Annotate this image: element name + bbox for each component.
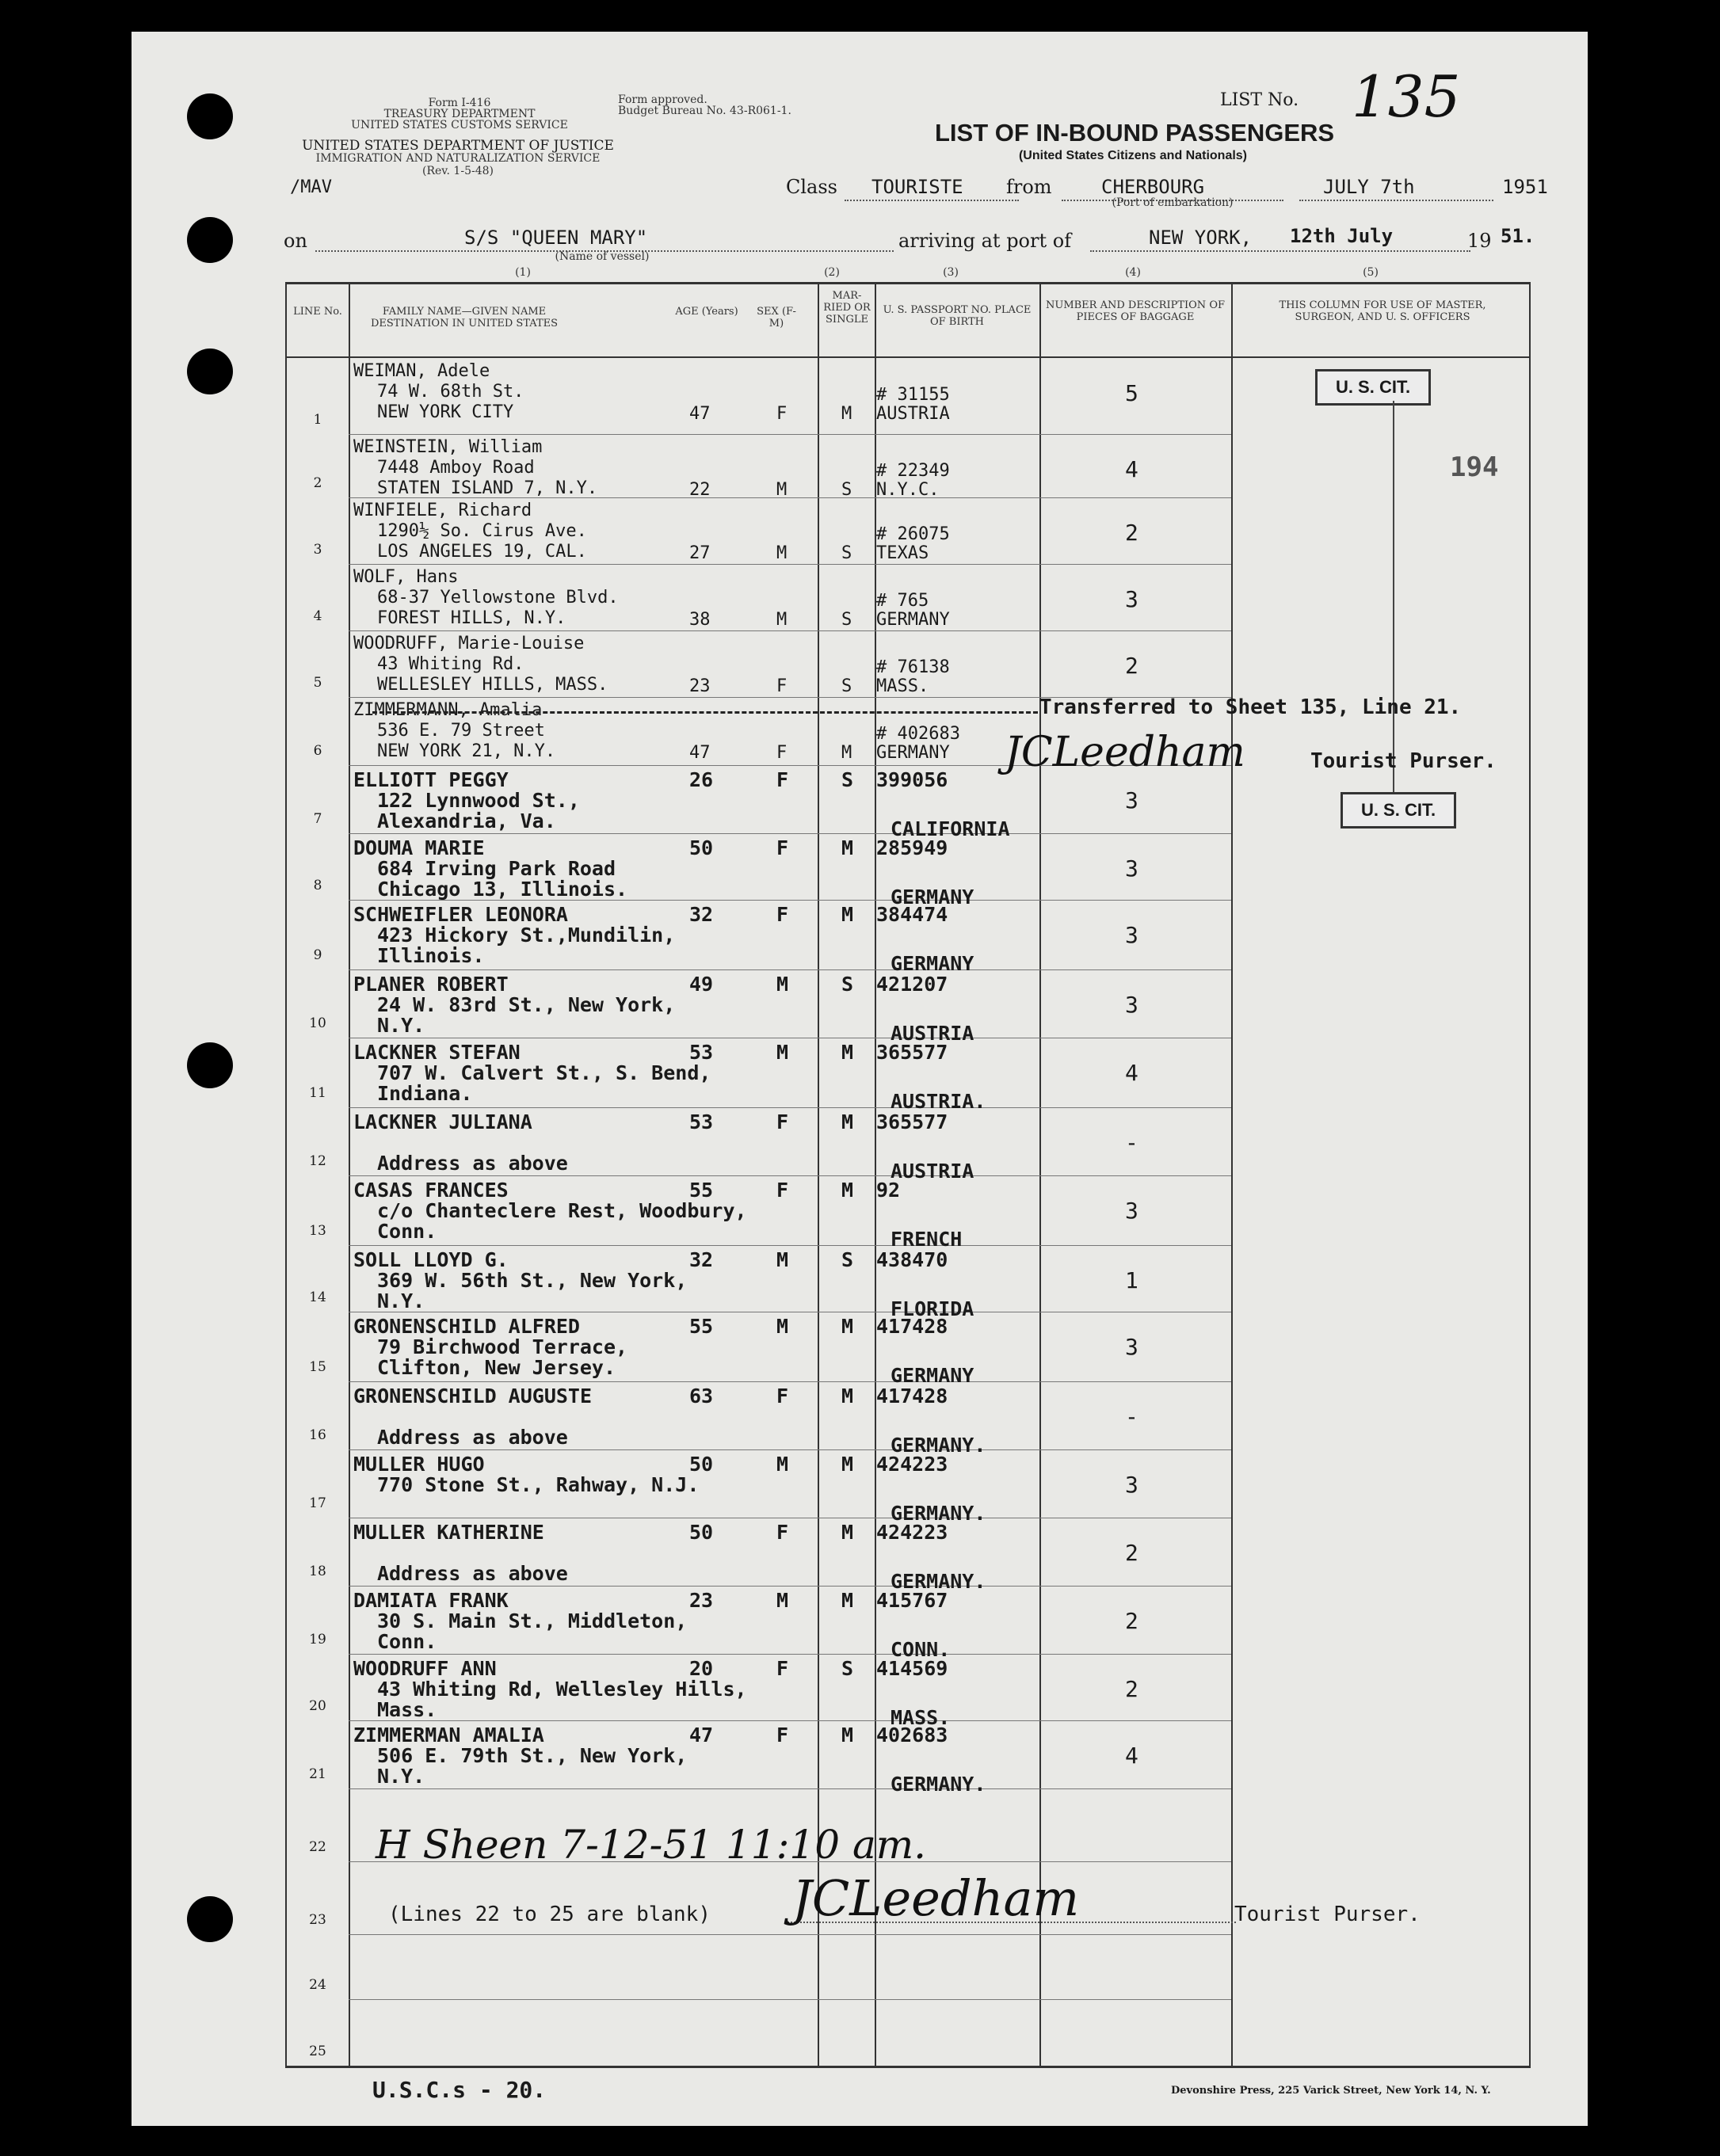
marital-status: S [841,973,854,996]
sex: F [776,1179,789,1202]
row-divider [349,1586,1231,1587]
from-label: from [1006,176,1052,198]
age: 55 [689,1315,714,1338]
row-divider [349,434,1231,435]
marital-status: M [841,1110,854,1133]
address-line-1: 30 S. Main St., Middleton, [377,1609,688,1632]
passenger-name: LACKNER JULIANA [353,1110,532,1133]
address-line-1: 536 E. 79 Street [377,721,545,741]
age: 63 [689,1385,714,1407]
baggage-count: 4 [1125,1060,1138,1086]
marital-status: M [841,1041,854,1064]
age: 38 [689,610,711,630]
age: 32 [689,1248,714,1271]
sex: F [776,1521,789,1544]
marital-status: M [841,836,854,859]
address-line-2: Indiana. [377,1082,473,1105]
address-line-1: 122 Lynnwood St., [377,789,580,812]
marital-status: M [841,1179,854,1202]
place-of-birth: MASS. [891,1706,951,1729]
vessel-note: (Name of vessel) [555,250,650,263]
blank-lines-note: (Lines 22 to 25 are blank) [388,1903,711,1926]
address-line-2: STATEN ISLAND 7, N.Y. [377,478,598,498]
address-line-2: WELLESLEY HILLS, MASS. [377,675,608,695]
passenger-name: WOODRUFF ANN [353,1657,497,1680]
age: 47 [689,743,711,763]
address-line-2: Address as above [377,1152,568,1175]
col-num-5: (5) [1363,266,1379,279]
sex: M [776,1589,789,1612]
baggage-count: 3 [1125,1198,1138,1224]
line-number: 10 [309,1015,326,1031]
sex: M [776,1453,789,1476]
us-cit-stamp-2: U. S. CIT. [1341,792,1456,828]
header-sex: SEX (F-M) [757,306,796,329]
sex: M [776,610,788,630]
age: 50 [689,1453,714,1476]
passenger-name: ZIMMERMAN AMALIA [353,1724,544,1747]
row-divider [349,1654,1231,1655]
address-line-1: 79 Birchwood Terrace, [377,1335,628,1358]
revision: (Rev. 1-5-48) [422,165,494,177]
arriving-label: arriving at port of [898,230,1072,252]
address-line-2: NEW YORK 21, N.Y. [377,741,556,761]
class-label: Class [786,176,837,198]
baggage-count: 2 [1125,520,1138,546]
place-of-birth: AUSTRIA [891,1160,974,1183]
purser-signature-2: JCLeedham [792,1869,1080,1927]
passport-number: 365577 [876,1041,948,1064]
place-of-birth: AUSTRIA [891,1022,974,1045]
age: 50 [689,836,714,859]
line-number: 17 [309,1495,326,1511]
marital-status: M [841,1521,854,1544]
binder-hole [187,93,233,139]
baggage-count: 5 [1125,380,1138,406]
passport-number: 415767 [876,1589,948,1612]
line-number: 23 [309,1912,326,1928]
list-number: 135 [1352,63,1461,130]
passenger-name: ZIMMERMANN, Amalia [353,700,543,720]
marital-status: M [841,1385,854,1407]
sex: F [776,676,788,696]
passport-number: # 76138 [876,657,950,677]
marital-status: S [841,480,852,500]
embark-port: CHERBOURG [1101,176,1205,198]
form-approved: Form approved. [618,93,707,106]
page-subtitle: (United States Citizens and Nationals) [1018,149,1248,162]
page-title: LIST OF IN-BOUND PASSENGERS [935,119,1335,147]
passenger-name: WEIMAN, Adele [353,361,490,381]
list-no-label: LIST No. [1220,90,1299,110]
address-line-2: NEW YORK CITY [377,402,514,422]
baggage-count: 3 [1125,1334,1138,1360]
passenger-name: MULLER KATHERINE [353,1521,544,1544]
marital-status: M [841,1589,854,1612]
handwritten-time: H Sheen 7-12-51 11:10 am. [376,1822,927,1868]
sex: M [776,1041,789,1064]
on-label: on [284,230,307,252]
marital-status: S [841,610,852,630]
row-divider [349,1107,1231,1108]
passport-number: 417428 [876,1315,948,1338]
passport-number: 414569 [876,1657,948,1680]
baggage-count: - [1125,1129,1138,1156]
binder-hole [187,217,233,263]
place-of-birth: CONN. [891,1638,951,1661]
passenger-name: WOODRUFF, Marie-Louise [353,634,585,653]
place-of-birth: GERMANY [876,743,950,763]
passport-number: # 22349 [876,461,950,481]
address-line-2: N.Y. [377,1014,425,1037]
header-passport: U. S. PASSPORT NO. PLACE OF BIRTH [883,304,1032,328]
purser-label-2: Tourist Purser. [1234,1903,1421,1926]
passport-number: 402683 [876,1724,948,1747]
address-line-1: 43 Whiting Rd, Wellesley Hills, [377,1678,747,1701]
baggage-count: 4 [1125,1743,1138,1769]
initials: /MAV [290,177,332,197]
depart-date: JULY 7th [1323,176,1415,198]
address-line-2: N.Y. [377,1289,425,1312]
age: 26 [689,768,714,791]
address-line-2: Alexandria, Va. [377,809,556,832]
row-divider [349,1788,1231,1789]
line-number: 19 [309,1632,326,1647]
place-of-birth: FLORIDA [891,1297,974,1320]
line-number: 8 [313,878,322,893]
age: 55 [689,1179,714,1202]
line-number: 15 [309,1359,326,1375]
age: 32 [689,903,714,926]
depart-year: 1951 [1502,176,1548,198]
sex: F [776,903,789,926]
line-number: 12 [309,1153,326,1169]
age: 23 [689,1589,714,1612]
passenger-name: WEINSTEIN, William [353,437,543,457]
address-line-1: 506 E. 79th St., New York, [377,1744,688,1767]
binder-hole [187,1896,233,1942]
passenger-name: GRONENSCHILD ALFRED [353,1315,580,1338]
passport-number: 421207 [876,973,948,996]
passenger-name: SOLL LLOYD G. [353,1248,509,1271]
address-line-2: Mass. [377,1698,437,1721]
justice-dept: UNITED STATES DEPARTMENT OF JUSTICE [302,138,614,154]
vessel-name: S/S "QUEEN MARY" [464,227,648,249]
age: 47 [689,404,711,424]
place-of-birth: GERMANY. [891,1773,986,1796]
passenger-name: CASAS FRANCES [353,1179,509,1202]
address-line-2: N.Y. [377,1765,425,1788]
transferred-note: Transferred to Sheet 135, Line 21. [1039,695,1462,719]
place-of-birth: FRENCH [891,1228,963,1251]
arrival-date: 12th July [1290,225,1394,247]
marital-status: M [841,1453,854,1476]
age: 47 [689,1724,714,1747]
row-divider [349,1934,1231,1935]
address-line-2: Address as above [377,1426,568,1449]
place-of-birth: GERMANY [891,886,974,908]
age: 27 [689,543,711,563]
line-number: 14 [309,1289,326,1305]
address-line-2: LOS ANGELES 19, CAL. [377,542,587,562]
baggage-count: 3 [1125,855,1138,882]
baggage-count: 2 [1125,1540,1138,1566]
purser-label-1: Tourist Purser. [1310,749,1497,773]
baggage-count: 4 [1125,456,1138,482]
place-of-birth: GERMANY. [891,1434,986,1457]
line-number: 20 [309,1698,326,1714]
baggage-count: - [1125,1404,1138,1430]
sex: M [776,1315,789,1338]
age: 53 [689,1041,714,1064]
line-number: 16 [309,1427,326,1443]
passport-number: 424223 [876,1453,948,1476]
place-of-birth: N.Y.C. [876,480,940,500]
age: 23 [689,676,711,696]
line-number: 11 [309,1085,326,1101]
sex: F [776,1110,789,1133]
row-divider [349,1381,1231,1382]
arrival-port: NEW YORK, [1149,227,1253,249]
place-of-birth: AUSTRIA [876,404,950,424]
baggage-count: 3 [1125,992,1138,1018]
passport-number: # 402683 [876,724,960,744]
line-number: 5 [313,675,322,691]
row-divider [349,1175,1231,1176]
address-line-2: Conn. [377,1630,437,1653]
passenger-name: MULLER HUGO [353,1453,485,1476]
col-num-4: (4) [1125,266,1141,279]
age: 49 [689,973,714,996]
class-value: TOURISTE [871,176,963,198]
passport-number: 92 [876,1179,901,1202]
passenger-name: WOLF, Hans [353,567,459,587]
address-line-2: Chicago 13, Illinois. [377,878,628,901]
baggage-count: 2 [1125,653,1138,679]
purser-signature-1: JCLeedham [1005,729,1245,776]
address-line-2: Illinois. [377,944,485,967]
arrival-year: 51. [1501,225,1535,247]
baggage-count: 3 [1125,1472,1138,1498]
col-num-3: (3) [943,266,959,279]
marital-status: S [841,1248,854,1271]
number-194: 194 [1450,451,1499,483]
baggage-count: 2 [1125,1676,1138,1702]
passenger-name: DAMIATA FRANK [353,1589,509,1612]
form-number: Form I-416 [428,97,491,109]
line-number: 25 [309,2044,326,2059]
port-embark-note: (Port of embarkation) [1112,196,1234,209]
marital-status: M [841,404,852,424]
line-number: 2 [313,475,322,491]
marital-status: M [841,1315,854,1338]
place-of-birth: GERMANY. [891,1570,986,1593]
col-num-2: (2) [824,266,840,279]
passenger-name: DOUMA MARIE [353,836,485,859]
place-of-birth: AUSTRIA. [891,1090,986,1113]
marital-status: S [841,1657,854,1680]
sex: F [776,836,789,859]
address-line-1: 68-37 Yellowstone Blvd. [377,588,619,608]
passport-number: 417428 [876,1385,948,1407]
address-line-1: 43 Whiting Rd. [377,654,524,674]
row-divider [349,1999,1231,2000]
address-line-1: 1290½ So. Cirus Ave. [377,521,587,541]
header-age: AGE (Years) [675,306,738,318]
row-divider [349,1720,1231,1721]
marital-status: M [841,1724,854,1747]
address-line-1: 7448 Amboy Road [377,458,535,478]
line-number: 13 [309,1223,326,1239]
marital-status: S [841,543,852,563]
row-divider [349,630,1231,631]
passport-number: 438470 [876,1248,948,1271]
row-divider [349,833,1231,834]
passenger-name: WINFIELE, Richard [353,501,532,520]
marital-status: M [841,903,854,926]
passport-number: # 765 [876,591,929,611]
passenger-name: SCHWEIFLER LEONORA [353,903,568,926]
address-line-1: c/o Chanteclere Rest, Woodbury, [377,1199,747,1222]
place-of-birth: GERMANY [891,1364,974,1387]
customs-service: UNITED STATES CUSTOMS SERVICE [351,119,568,131]
place-of-birth: MASS. [876,676,929,696]
passport-number: 365577 [876,1110,948,1133]
address-line-2: Address as above [377,1562,568,1585]
address-line-1: 369 W. 56th St., New York, [377,1269,688,1292]
row-divider [349,564,1231,565]
row-divider [349,1449,1231,1450]
passenger-name: PLANER ROBERT [353,973,509,996]
marital-status: M [841,743,852,763]
line-number: 22 [309,1839,326,1855]
baggage-count: 2 [1125,1608,1138,1634]
address-line-1: 707 W. Calvert St., S. Bend, [377,1061,711,1084]
address-line-2: Clifton, New Jersey. [377,1356,616,1379]
line-number: 7 [313,811,322,827]
passenger-name: ELLIOTT PEGGY [353,768,509,791]
passport-number: 384474 [876,903,948,926]
sex: F [776,768,789,791]
sex: F [776,1724,789,1747]
line-number: 21 [309,1766,326,1782]
sex: F [776,743,788,763]
sex: M [776,480,788,500]
sex: F [776,1657,789,1680]
footer-printer: Devonshire Press, 225 Varick Street, New York 14, N. Y. [1171,2085,1491,2097]
address-line-2: Conn. [377,1220,437,1243]
address-line-1: 24 W. 83rd St., New York, [377,993,676,1016]
footer-form-code: U.S.C.s - 20. [372,2077,547,2103]
sex: M [776,973,789,996]
passport-number: 399056 [876,768,948,791]
header-officers: THIS COLUMN FOR USE OF MASTER, SURGEON, AND U. S. OFFICERS [1279,299,1486,323]
marital-status: S [841,768,854,791]
place-of-birth: GERMANY [876,610,950,630]
place-of-birth: CALIFORNIA [891,817,1010,840]
line-number: 4 [313,608,322,624]
age: 50 [689,1521,714,1544]
passport-number: # 31155 [876,385,950,405]
header-name: FAMILY NAME—GIVEN NAME DESTINATION IN UNITED STATES [370,306,559,329]
row-divider [349,969,1231,970]
header-baggage: NUMBER AND DESCRIPTION OF PIECES OF BAGGAGE [1045,299,1225,323]
line-number: 1 [313,412,322,428]
place-of-birth: TEXAS [876,543,929,563]
us-cit-stamp: U. S. CIT. [1315,369,1431,406]
binder-hole [187,1042,233,1088]
baggage-count: 3 [1125,586,1138,612]
baggage-count: 1 [1125,1267,1138,1293]
col-num-1: (1) [515,266,531,279]
sex: F [776,1385,789,1407]
budget-bureau: Budget Bureau No. 43-R061-1. [618,105,791,117]
ins-service: IMMIGRATION AND NATURALIZATION SERVICE [315,152,601,165]
address-line-1: 74 W. 68th St. [377,382,524,402]
row-divider [349,1245,1231,1246]
treasury-dept: TREASURY DEPARTMENT [383,108,536,120]
address-line-1: 423 Hickory St.,Mundilin, [377,924,676,947]
age: 22 [689,480,711,500]
line-number: 24 [309,1977,326,1993]
baggage-count: 3 [1125,922,1138,948]
age: 53 [689,1110,714,1133]
passenger-name: LACKNER STEFAN [353,1041,521,1064]
sex: F [776,404,788,424]
passport-number: 285949 [876,836,948,859]
arrival-year-prefix: 19 [1467,230,1492,252]
address-line-1: 684 Irving Park Road [377,857,616,880]
header-married: MAR- RIED OR SINGLE [823,290,871,326]
binder-hole [187,349,233,394]
address-line-2: FOREST HILLS, N.Y. [377,608,566,628]
line-number: 3 [313,542,322,558]
marital-status: S [841,676,852,696]
baggage-count: 3 [1125,787,1138,813]
passenger-name: GRONENSCHILD AUGUSTE [353,1385,593,1407]
address-line-1: 770 Stone St., Rahway, N.J. [377,1473,700,1496]
line-number: 6 [313,743,322,759]
age: 20 [689,1657,714,1680]
sex: M [776,1248,789,1271]
line-number: 9 [313,947,322,963]
passport-number: 424223 [876,1521,948,1544]
place-of-birth: GERMANY [891,952,974,975]
passport-number: # 26075 [876,524,950,544]
header-line: LINE No. [293,306,342,318]
line-number: 18 [309,1564,326,1579]
place-of-birth: GERMANY. [891,1502,986,1525]
sex: M [776,543,788,563]
